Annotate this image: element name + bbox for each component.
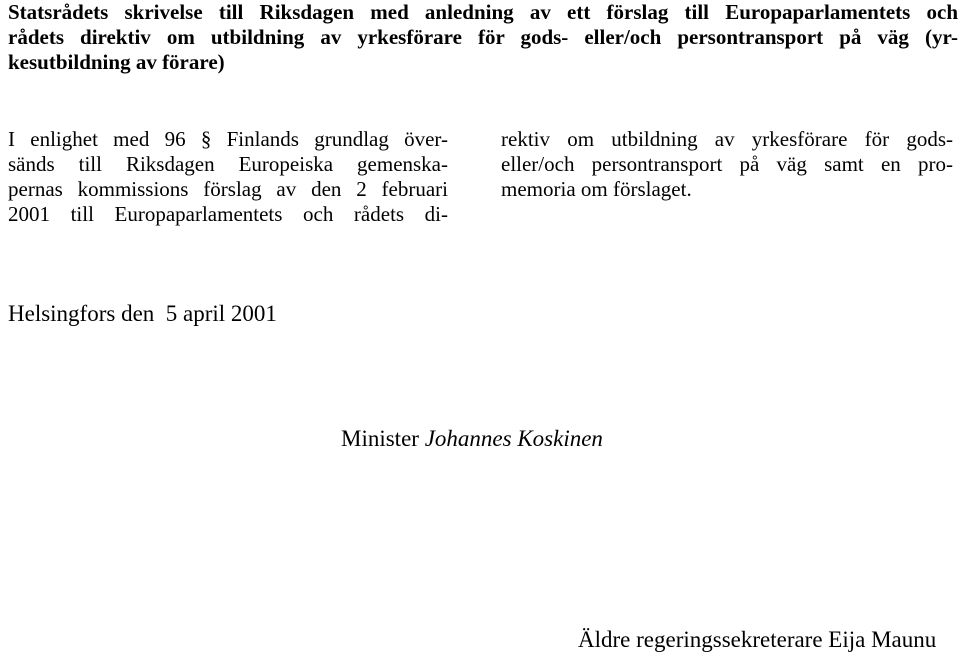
body-line: sänds till Riksdagen Europeiska gemenska- [8, 152, 448, 176]
body-line: memoria om förslaget. [501, 177, 692, 201]
title-line: Statsrådets skrivelse till Riksdagen med anledning av ett förslag till Europaparlamentets och [8, 0, 958, 24]
body-column-right [501, 127, 953, 202]
title-line: rådets direktiv om utbildning av yrkesförare för gods- eller/och persontransport på väg (yr- [8, 25, 958, 49]
document-title [8, 0, 958, 75]
minister-title: Minister [341, 426, 419, 451]
body-line: eller/och persontransport på väg samt en pro- [501, 152, 953, 176]
body-line: I enlighet med 96 § Finlands grundlag över- [8, 127, 448, 151]
body-line: rektiv om utbildning av yrkesförare för gods- [501, 127, 953, 151]
body-column-left [8, 127, 448, 227]
minister-name: Johannes Koskinen [424, 426, 603, 451]
secretary-signature: Äldre regeringssekreterare Eija Maunu [578, 627, 937, 652]
body-line: 2001 till Europaparlamentets och rådets di- [8, 202, 448, 226]
place-and-date: Helsingfors den 5 april 2001 [8, 301, 277, 326]
body-line: pernas kommissions förslag av den 2 februari [8, 177, 448, 201]
title-line: kesutbildning av förare) [8, 50, 225, 74]
minister-signature [341, 425, 603, 453]
